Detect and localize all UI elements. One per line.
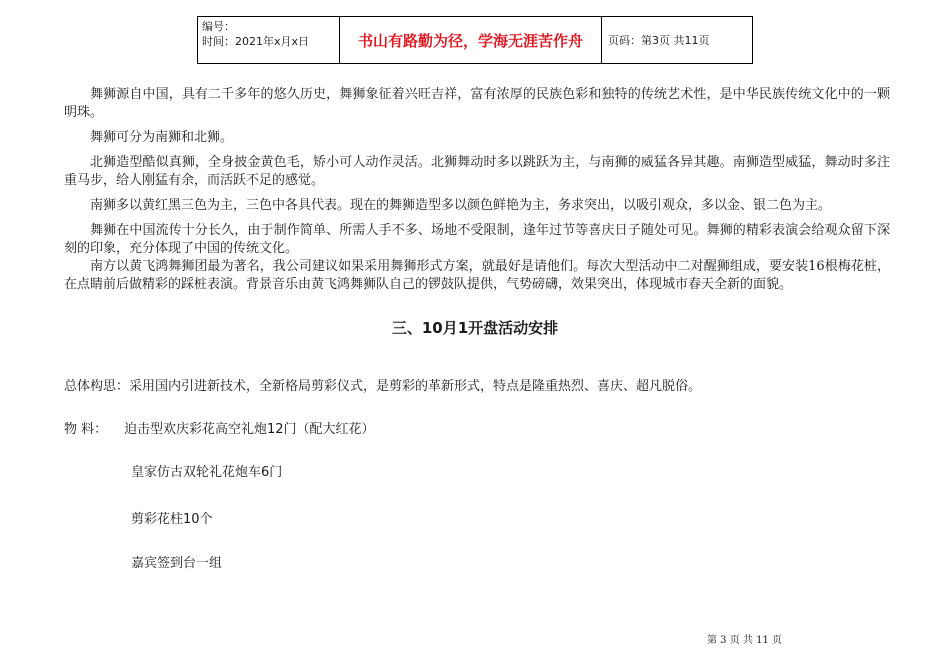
overview-text: 总体构思：采用国内引进新技术，全新格局剪彩仪式，是剪彩的革新形式，特点是隆重热烈、喜庆、超凡脱俗。 [64, 379, 702, 394]
page-header-table [197, 16, 753, 64]
material-item: 嘉宾签到台一组 [131, 556, 223, 571]
paragraph: 舞狮在中国流传十分长久，由于制作简单、所需人手不多、场地不受限制，逢年过节等喜庆日子随处可见。舞狮的精彩表演会给观众留下深刻的印象，充分体现了中国的传统文化。 [64, 223, 890, 256]
material-item: 皇家仿古双轮礼花炮车6门 [131, 465, 283, 480]
paragraph: 舞狮可分为南狮和北狮。 [90, 130, 234, 145]
intro-body [64, 86, 890, 301]
header-page-info: 页码：第3页 共11页 [608, 34, 710, 47]
header-motto: 书山有路勤为径，学海无涯苦作舟 [340, 17, 602, 63]
header-meta-cell [198, 17, 340, 63]
materials-row [64, 418, 375, 437]
number-label: 编号： [202, 20, 235, 33]
paragraph: 南狮多以黄红黑三色为主，三色中各具代表。现在的舞狮造型多以颜色鲜艳为主，务求突出，以吸引观众，多以金、银二色为主。 [90, 198, 832, 213]
time-label: 时间：2021年x月x日 [202, 35, 310, 48]
paragraph: 南方以黄飞鸿舞狮团最为著名，我公司建议如果采用舞狮形式方案，就最好是请他们。每次大型活动中二对醒狮组成，要安装16根梅花桩，在点睛前后做精彩的踩桩表演。背景音乐由黄飞鸿舞狮队自己的锣鼓队提供，气势磅礴，效果突出，体现城市春天全新的面貌。 [64, 259, 890, 292]
page-footer: 第 3 页 共 11 页 [707, 635, 782, 646]
material-item: 迫击型欢庆彩花高空礼炮12门（配大红花） [124, 422, 375, 437]
section-heading: 三、10月1开盘活动安排 [391, 319, 559, 337]
material-item: 剪彩花柱10个 [131, 512, 213, 527]
paragraph: 舞狮源自中国，具有二千多年的悠久历史，舞狮象征着兴旺吉祥，富有浓厚的民族色彩和独特的传统艺术性，是中华民族传统文化中的一颗明珠。 [64, 87, 890, 120]
paragraph: 北狮造型酷似真狮，全身披金黄色毛，矫小可人动作灵活。北狮舞动时多以跳跃为主，与南狮的威猛各异其趣。南狮造型威猛，舞动时多注重马步，给人刚猛有余，而活跃不足的感觉。 [64, 155, 890, 188]
materials-label: 物 料： [64, 422, 108, 437]
